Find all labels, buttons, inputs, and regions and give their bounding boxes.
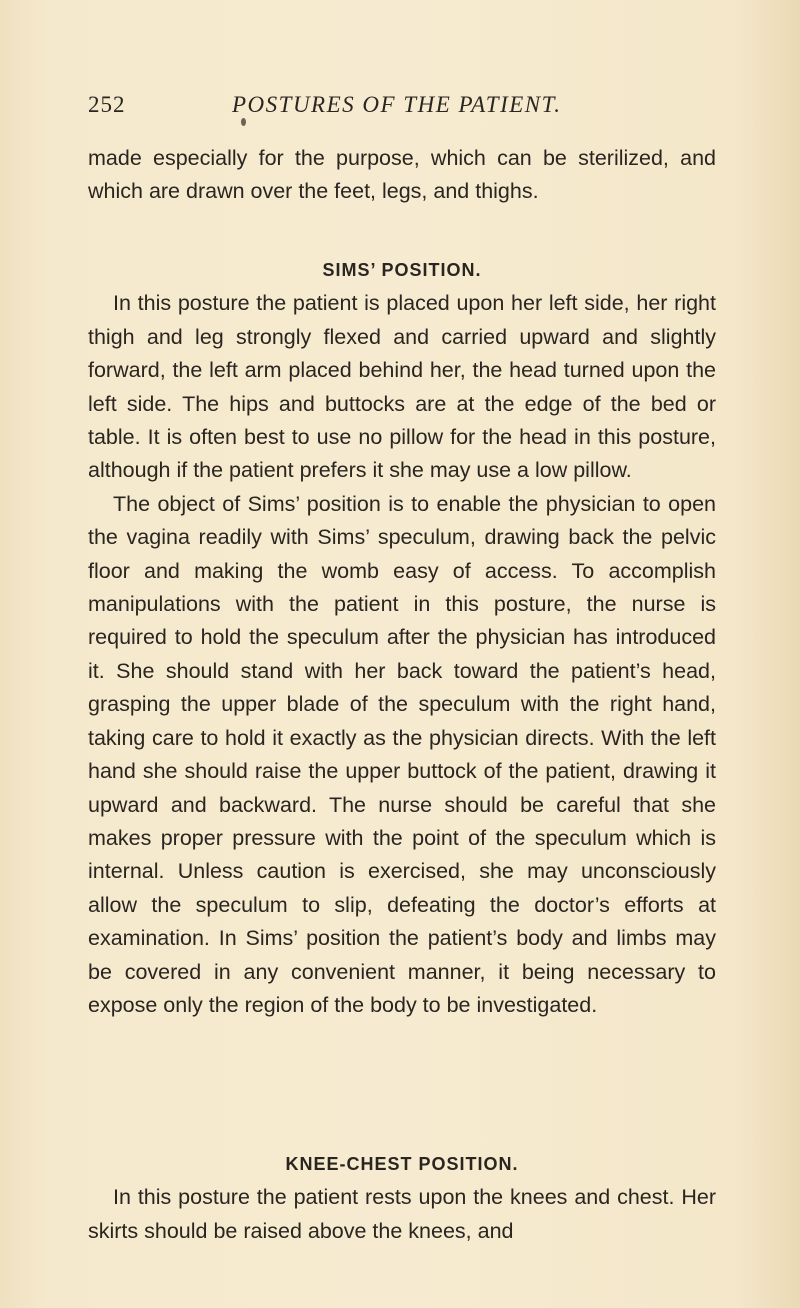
- continuation-block: [88, 142, 716, 209]
- knee-chest-paragraph-1: In this posture the patient rests upon the knees and chest. Her skirts should be raised above the knees, and: [88, 1185, 716, 1243]
- ink-spot: [241, 118, 246, 126]
- running-head: POSTURES OF THE PATIENT.: [232, 92, 562, 117]
- sims-paragraph-1: In this posture the patient is placed upon her left side, her right thigh and leg strongly flexed and carried upward and slightly forward, the left arm placed behind her, the head turned upon the left side. The hips and buttocks are at the edge of the bed or table. It is often best to use no pillow for the head in this posture, although if the patient prefers it she may use a low pillow.: [88, 291, 716, 483]
- section-heading-sims: SIMS’ POSITION.: [322, 260, 482, 280]
- section-heading-knee-chest: KNEE-CHEST POSITION.: [285, 1154, 519, 1174]
- page-number: 252: [88, 92, 126, 117]
- sims-paragraph-2: The object of Sims’ position is to enable the physician to open the vagina readily with Sims’ speculum, drawing back the pelvic floor and making the womb easy of access. To accomplish manipulations with the patient in this posture, the nurse is required to hold the speculum after the physician has introduced it. She should stand with her back toward the patient’s head, grasping the upper blade of the speculum with the right hand, taking care to hold it exactly as the physician directs. With the left hand she should raise the upper buttock of the patient, drawing it upward and backward. The nurse should be careful that she makes proper pressure with the point of the speculum which is internal. Unless caution is exercised, she may unconsciously allow the speculum to slip, defeating the doctor’s efforts at examination. In Sims’ position the patient’s body and limbs may be covered in any convenient manner, it being necessary to expose only the region of the body to be investigated.: [88, 491, 716, 1017]
- sims-position-section: [88, 254, 716, 1022]
- continuation-paragraph: made especially for the purpose, which can be sterilized, and which are drawn over the feet, legs, and thighs.: [88, 146, 716, 204]
- knee-chest-section: [88, 1148, 716, 1248]
- page-header: [88, 92, 728, 126]
